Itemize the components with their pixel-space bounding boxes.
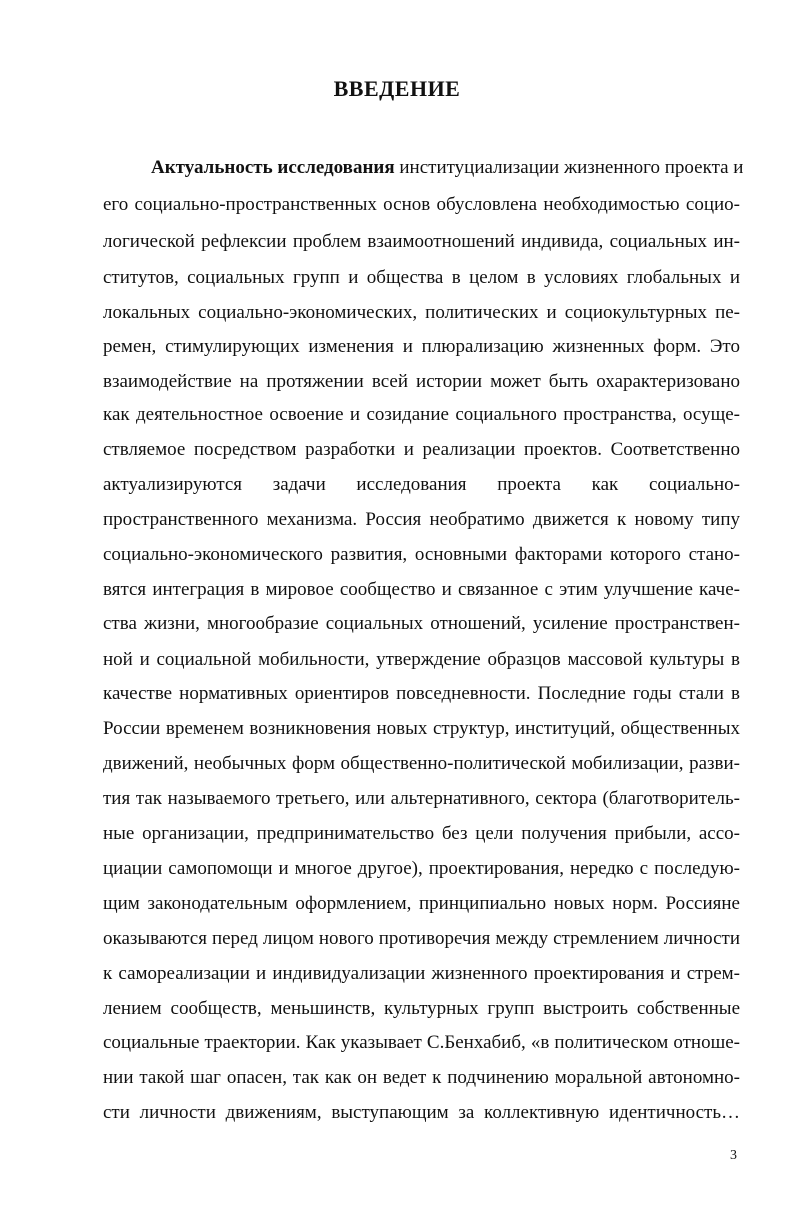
text-line: тия так называемого третьего, или альтернативного, сектора (благотворитель-	[103, 788, 740, 809]
text-line: к самореализации и индивидуализации жизненного проектирования и стрем-	[103, 963, 740, 984]
page-number: 3	[730, 1148, 737, 1163]
text-line: ститутов, социальных групп и общества в целом в условиях глобальных и	[103, 267, 740, 288]
text-line: движений, необычных форм общественно-политической мобилизации, разви-	[103, 753, 740, 774]
lead-phrase: Актуальность исследования	[151, 157, 395, 178]
text-line: ные организации, предпринимательство без цели получения прибыли, ассо-	[103, 823, 740, 844]
text-line	[151, 156, 744, 180]
page-title: ВВЕДЕНИЕ	[333, 76, 461, 101]
text-line: логической рефлексии проблем взаимоотношений индивида, социальных ин-	[103, 231, 740, 252]
text-line: циации самопомощи и многое другое), проектирования, нередко с последую-	[103, 858, 740, 879]
text-line: ной и социальной мобильности, утверждение образцов массовой культуры в	[103, 649, 740, 670]
text-line: социально-экономического развития, основными факторами которого стано-	[103, 544, 740, 565]
text-line: России временем возникновения новых структур, институций, общественных	[103, 718, 740, 739]
text-line: щим законодательным оформлением, принципиально новых норм. Россияне	[103, 893, 740, 914]
text-line: оказываются перед лицом нового противоречия между стремлением личности	[103, 928, 740, 949]
text-line: вятся интеграция в мировое сообщество и связанное с этим улучшение каче-	[103, 579, 740, 600]
text-line-content: институциализации жизненного проекта и	[394, 157, 744, 178]
text-line: качестве нормативных ориентиров повседневности. Последние годы стали в	[103, 683, 740, 704]
text-line: актуализируются задачи исследования проекта как социально-	[103, 474, 740, 495]
text-line: пространственного механизма. Россия необратимо движется к новому типу	[103, 509, 740, 530]
text-line: ства жизни, многообразие социальных отношений, усиление пространствен-	[103, 613, 740, 634]
text-line: лением сообществ, меньшинств, культурных групп выстроить собственные	[103, 998, 740, 1019]
text-line: социальные траектории. Как указывает С.Бенхабиб, «в политическом отноше-	[103, 1032, 740, 1053]
text-line: нии такой шаг опасен, так как он ведет к подчинению моральной автономно-	[103, 1067, 740, 1088]
text-line: локальных социально-экономических, политических и социокультурных пе-	[103, 302, 740, 323]
text-line: ствляемое посредством разработки и реализации проектов. Соответственно	[103, 439, 740, 460]
text-line: ремен, стимулирующих изменения и плюрализацию жизненных форм. Это	[103, 336, 740, 357]
text-line: сти личности движениям, выступающим за коллективную идентичность…	[103, 1102, 740, 1123]
text-line: его социально-пространственных основ обусловлена необходимостью социо-	[103, 194, 740, 215]
text-line: как деятельностное освоение и созидание социального пространства, осуще-	[103, 404, 740, 425]
text-line: взаимодействие на протяжении всей истории может быть охарактеризовано	[103, 371, 740, 392]
